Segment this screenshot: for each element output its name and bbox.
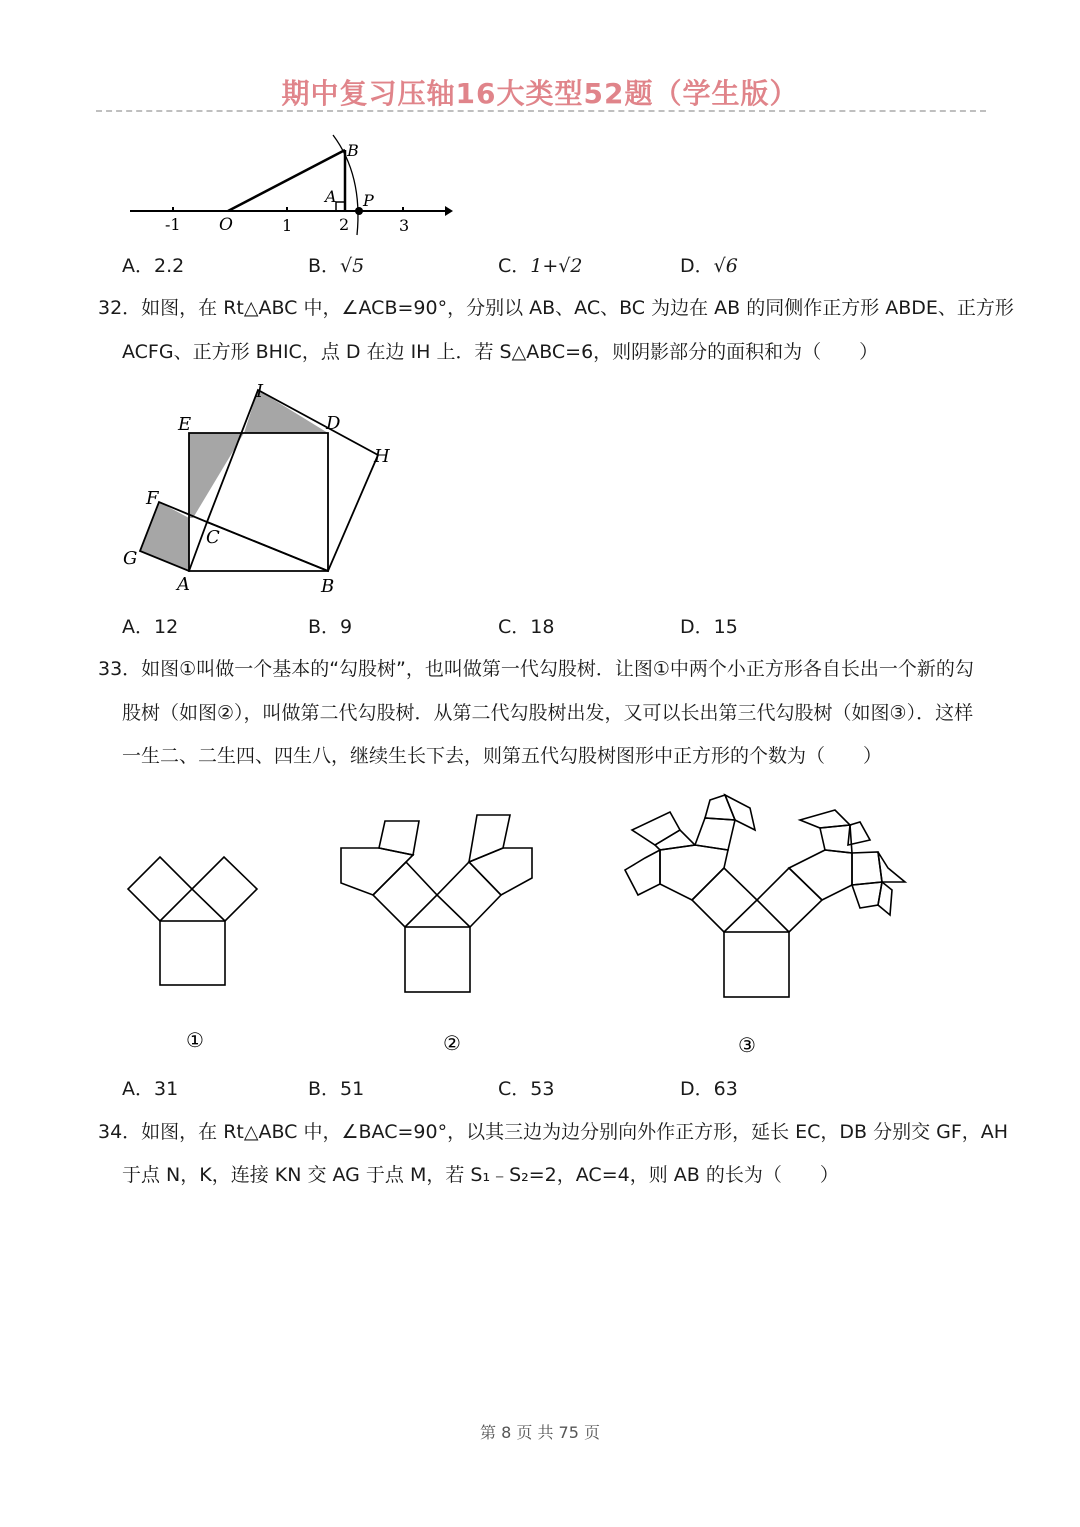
- axis-arrow-icon: [445, 206, 453, 216]
- label-G: G: [123, 548, 138, 569]
- origin-label: O: [219, 215, 233, 235]
- option-a: A．31: [122, 1078, 179, 1100]
- point-P-label: P: [363, 191, 374, 210]
- label-B: B: [321, 576, 335, 597]
- label-F: F: [146, 488, 159, 509]
- question-32-line2: ACFG、正方形 BHIC，点 D 在边 IH 上．若 S△ABC=6，则阴影部分的面积和为（ ）: [122, 341, 879, 363]
- tick-label: 3: [399, 216, 410, 235]
- label-D: D: [326, 413, 341, 434]
- figure-label-3: ③: [738, 1033, 756, 1057]
- right-angle-mark: [336, 202, 345, 211]
- q33-tree-figure-1: [120, 845, 280, 1055]
- figure-label-1: ①: [186, 1028, 204, 1052]
- option-b: B．51: [308, 1078, 365, 1100]
- label-E: E: [178, 414, 192, 435]
- option-a: A．12: [122, 616, 179, 638]
- q31-number-line-figure: [125, 130, 455, 240]
- question-32-line1: 32．如图，在 Rt△ABC 中，∠ACB=90°，分别以 AB、AC、BC 为边在 AB 的同侧作正方形 ABDE、正方形: [98, 297, 1014, 319]
- tick-label: 2: [339, 215, 350, 234]
- figure-label-2: ②: [443, 1031, 461, 1055]
- option-c: C．18: [498, 616, 555, 638]
- point-A-label: A: [325, 187, 337, 206]
- label-I: I: [256, 381, 264, 402]
- point-B-label: B: [347, 141, 359, 160]
- option-a: A．2.2: [122, 255, 185, 277]
- page-number: 第 8 页 共 75 页: [480, 1423, 600, 1442]
- question-33-line2: 股树（如图②），叫做第二代勾股树．从第二代勾股树出发，又可以长出第三代勾股树（如图③）．这样: [122, 702, 974, 724]
- option-b: B．9: [308, 616, 353, 638]
- question-34-line2: 于点 N，K，连接 KN 交 AG 于点 M，若 S₁﹣S₂=2，AC=4，则 AB 的长为（ ）: [122, 1164, 839, 1186]
- q33-tree-figure-2: [335, 815, 555, 1055]
- label-C: C: [206, 527, 220, 548]
- question-33-line3: 一生二、二生四、四生八，继续生长下去，则第五代勾股树图形中正方形的个数为（ ）: [122, 745, 883, 767]
- label-A: A: [177, 574, 190, 595]
- label-H: H: [374, 446, 390, 467]
- question-34-line1: 34．如图，在 Rt△ABC 中，∠BAC=90°，以其三边为边分别向外作正方形，延长 EC，DB 分别交 GF，AH: [98, 1121, 1009, 1143]
- option-d: D．√6: [680, 255, 738, 277]
- header-divider: [96, 110, 986, 112]
- page-title: 期中复习压轴16大类型52题（学生版）: [281, 77, 799, 110]
- q32-squares-figure: [118, 380, 398, 600]
- tick-label: 1: [282, 216, 293, 235]
- segment-CB: [207, 522, 328, 571]
- option-b: B．√5: [308, 255, 365, 277]
- option-c: C．1+√2: [498, 255, 583, 277]
- q33-tree-figure-3: [620, 790, 900, 1057]
- point-P: [355, 207, 363, 215]
- question-33-line1: 33．如图①叫做一个基本的“勾股树”，也叫做第一代勾股树．让图①中两个小正方形各自长出一个新的勾: [98, 658, 974, 680]
- tick-label: -1: [165, 215, 181, 234]
- option-d: D．63: [680, 1078, 738, 1100]
- option-c: C．53: [498, 1078, 555, 1100]
- option-d: D．15: [680, 616, 738, 638]
